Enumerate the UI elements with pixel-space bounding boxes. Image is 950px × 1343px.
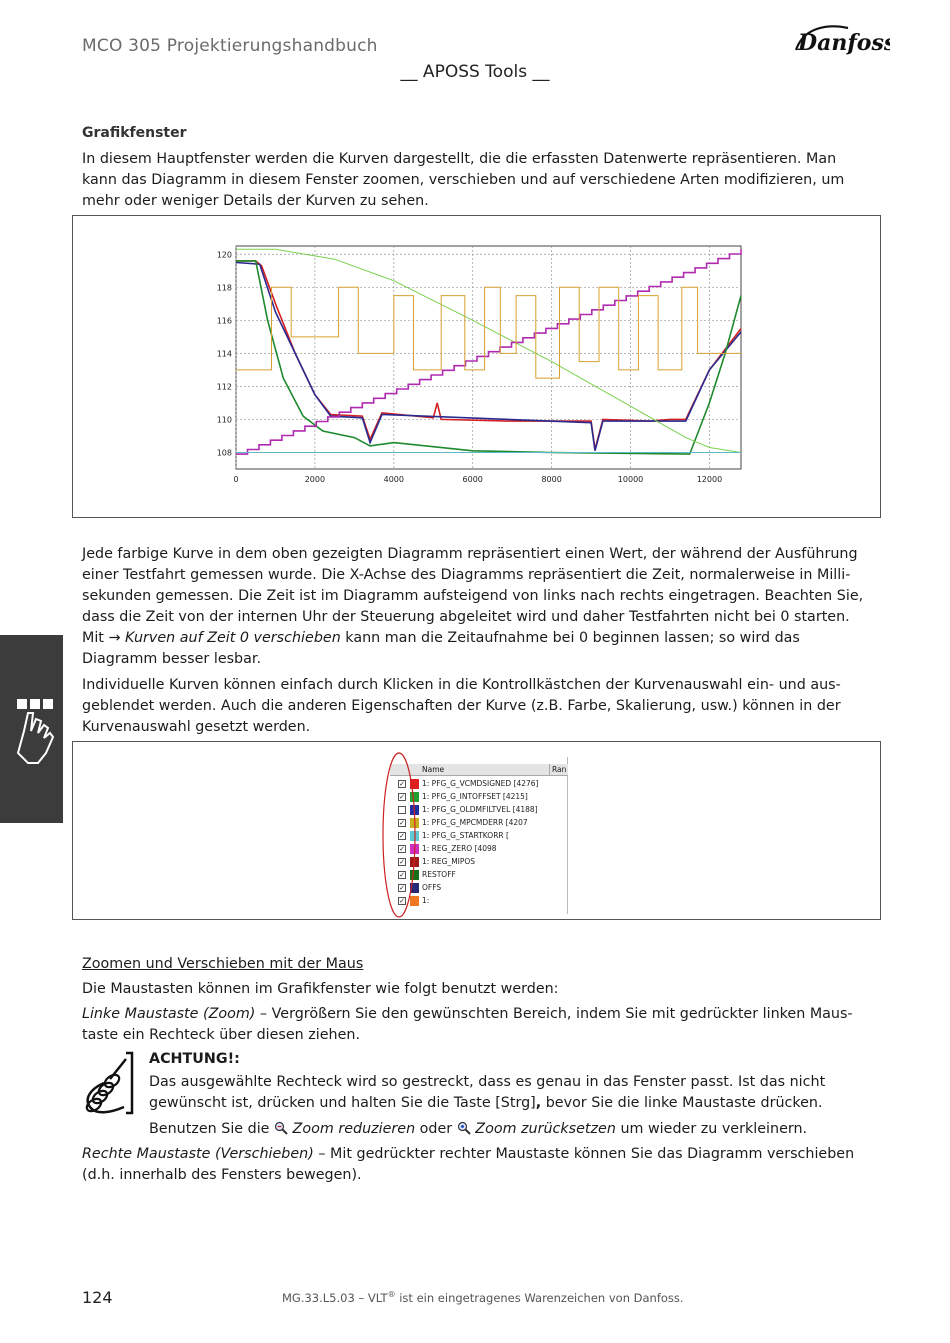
section-intro-line-3: mehr oder weniger Details der Kurven zu sehen.: [82, 193, 429, 209]
body-line-9: Kurvenauswahl gesetzt werden.: [82, 719, 311, 735]
curve-row[interactable]: [398, 856, 568, 869]
curve-checkbox[interactable]: ✓: [399, 897, 405, 905]
document-title: MCO 305 Projektierungshandbuch: [82, 36, 378, 56]
curve-row[interactable]: [398, 778, 568, 791]
curve-row[interactable]: [398, 882, 568, 895]
curve-name-label: 1: PFG_G_INTOFFSET [4215]: [422, 792, 528, 801]
curve-name-label: OFFS: [422, 883, 442, 892]
curve-name-label: 1: REG_ZERO [4098: [422, 844, 497, 853]
plot-area: [236, 246, 741, 469]
curve-row[interactable]: [398, 817, 568, 830]
x-tick-label: 0: [233, 475, 239, 484]
left-mouse-line-2: taste ein Rechteck über diesen ziehen.: [82, 1027, 361, 1043]
y-tick-label: 112: [216, 382, 232, 392]
curve-name-label: 1: PFG_G_OLDMFILTVEL [4188]: [422, 805, 538, 814]
curve-checkbox[interactable]: ✓: [399, 884, 405, 892]
curve-row[interactable]: [398, 804, 568, 817]
subsection-heading: Zoomen und Verschieben mit der Maus: [82, 956, 364, 972]
body-line-3: sekunden gemessen. Die Zeit ist im Diagramm aufsteigend von links nach rechts eingetragen. Beachten Sie,: [82, 588, 864, 604]
x-tick-label: 2000: [304, 475, 326, 484]
curve-name-label: RESTOFF: [422, 870, 456, 879]
column-header-range[interactable]: Ran: [552, 765, 567, 774]
zoom-reset-icon[interactable]: [457, 1121, 471, 1135]
curve-name-label: 1: PFG_G_MPCMDERR [4207: [422, 818, 528, 827]
y-tick-label: 110: [216, 415, 232, 425]
x-tick-label: 10000: [617, 475, 644, 484]
footer-trademark-note: MG.33.L5.03 – VLT® ist ein eingetragenes Warenzeichen von Danfoss.: [282, 1290, 684, 1305]
column-header-name[interactable]: Name: [422, 765, 445, 774]
curve-row[interactable]: [398, 830, 568, 843]
body-line-1: Jede farbige Kurve in dem oben gezeigten Diagramm repräsentiert einen Wert, der während der Ausführung: [82, 546, 858, 562]
section-heading: Grafikfenster: [82, 125, 187, 141]
curve-name-label: 1:: [422, 896, 430, 905]
body-line-8: geblendet werden. Auch die anderen Eigenschaften der Kurve (z.B. Farbe, Skalierung, usw.) können in der: [82, 698, 841, 714]
left-mouse-line-1: Linke Maustaste (Zoom) – Vergrößern Sie den gewünschten Bereich, indem Sie mit gedrückter linken Maus-: [82, 1006, 853, 1022]
caution-hand-icon: [80, 1049, 136, 1119]
curve-checkbox[interactable]: ✓: [399, 780, 405, 788]
body-line-5: Mit → Kurven auf Zeit 0 verschieben kann man die Zeitaufnahme bei 0 beginnen lassen; so wird das: [82, 630, 800, 646]
page-number: 124: [82, 1288, 113, 1307]
right-mouse-line-2: (d.h. innerhalb des Fensters bewegen).: [82, 1167, 362, 1183]
note-line-1: Das ausgewählte Rechteck wird so gestreckt, dass es genau in das Fenster passt. Ist das nicht: [149, 1074, 826, 1090]
y-tick-label: 116: [216, 316, 232, 326]
note-title: ACHTUNG!:: [149, 1051, 240, 1067]
hand-pointer-icon: [0, 635, 63, 823]
section-intro-line-1: In diesem Hauptfenster werden die Kurven dargestellt, die die erfassten Datenwerte repräsentieren. Man: [82, 151, 837, 167]
x-tick-label: 8000: [541, 475, 562, 484]
body-line-4: dass die Zeit von der internen Uhr der Steuerung abgeleitet wird und daher Testfahrten nicht bei 0 starten.: [82, 609, 850, 625]
highlight-ellipse: [379, 750, 419, 920]
chapter-side-tab: [0, 635, 63, 823]
curve-name-label: 1: REG_MIPOS: [422, 857, 476, 866]
curve-row[interactable]: [398, 869, 568, 882]
curve-checkbox[interactable]: ✓: [399, 871, 405, 879]
section-intro-line-2: kann das Diagramm in diesem Fenster zoomen, verschieben und auf verschiedene Arten modifizieren, um: [82, 172, 845, 188]
curve-checkbox[interactable]: ✓: [399, 832, 405, 840]
body-line-2: einer Testfahrt gemessen wurde. Die X-Achse des Diagramms repräsentiert die Zeit, normalerweise in Milli-: [82, 567, 851, 583]
x-tick-label: 4000: [383, 475, 404, 484]
danfoss-logo: [790, 20, 890, 58]
y-tick-label: 114: [216, 349, 232, 359]
y-tick-label: 118: [216, 283, 232, 293]
body-line-7: Individuelle Kurven können einfach durch Klicken in die Kontrollkästchen der Kurvenauswahl ein- und aus-: [82, 677, 841, 693]
curve-checkbox[interactable]: ✓: [399, 793, 405, 801]
x-tick-label: 6000: [462, 475, 483, 484]
curve-row[interactable]: [398, 843, 568, 856]
body-line-6: Diagramm besser lesbar.: [82, 651, 262, 667]
note-line-2: gewünscht ist, drücken und halten Sie die Taste [Strg], bevor Sie die linke Maustaste drücken.: [149, 1095, 823, 1111]
y-tick-label: 108: [216, 448, 232, 458]
graph-window-chart: [73, 216, 882, 519]
curve-checkbox[interactable]: ✓: [399, 858, 405, 866]
x-tick-label: 12000: [696, 475, 723, 484]
y-tick-label: 120: [216, 250, 232, 260]
graph-window-frame: [72, 215, 881, 518]
curve-name-label: 1: PFG_G_STARTKORR [: [422, 831, 509, 840]
curve-rows: [398, 778, 568, 918]
curve-checkbox[interactable]: ✓: [399, 845, 405, 853]
zoom-out-icon[interactable]: [274, 1121, 288, 1135]
mouse-intro: Die Maustasten können im Grafikfenster wie folgt benutzt werden:: [82, 981, 559, 997]
right-mouse-line-1: Rechte Maustaste (Verschieben) – Mit gedrückter rechter Maustaste können Sie das Diagramm verschieben: [82, 1146, 855, 1162]
curve-row[interactable]: [398, 895, 568, 908]
menu-reference: Kurven auf Zeit 0 verschieben: [120, 630, 341, 646]
curve-checkbox[interactable]: ✓: [399, 819, 405, 827]
curve-name-label: 1: PFG_G_VCMDSIGNED [4276]: [422, 779, 539, 788]
cross-reference-arrow: →: [108, 630, 121, 646]
curve-row[interactable]: [398, 791, 568, 804]
curve-selection-frame: [72, 741, 881, 920]
zoom-hint-line: Benutzen Sie die Zoom reduzieren oder Zoom zurücksetzen um wieder zu verkleinern.: [149, 1121, 808, 1137]
svg-text:Danfoss: Danfoss: [798, 30, 890, 56]
chapter-title: __ APOSS Tools __: [400, 62, 550, 82]
